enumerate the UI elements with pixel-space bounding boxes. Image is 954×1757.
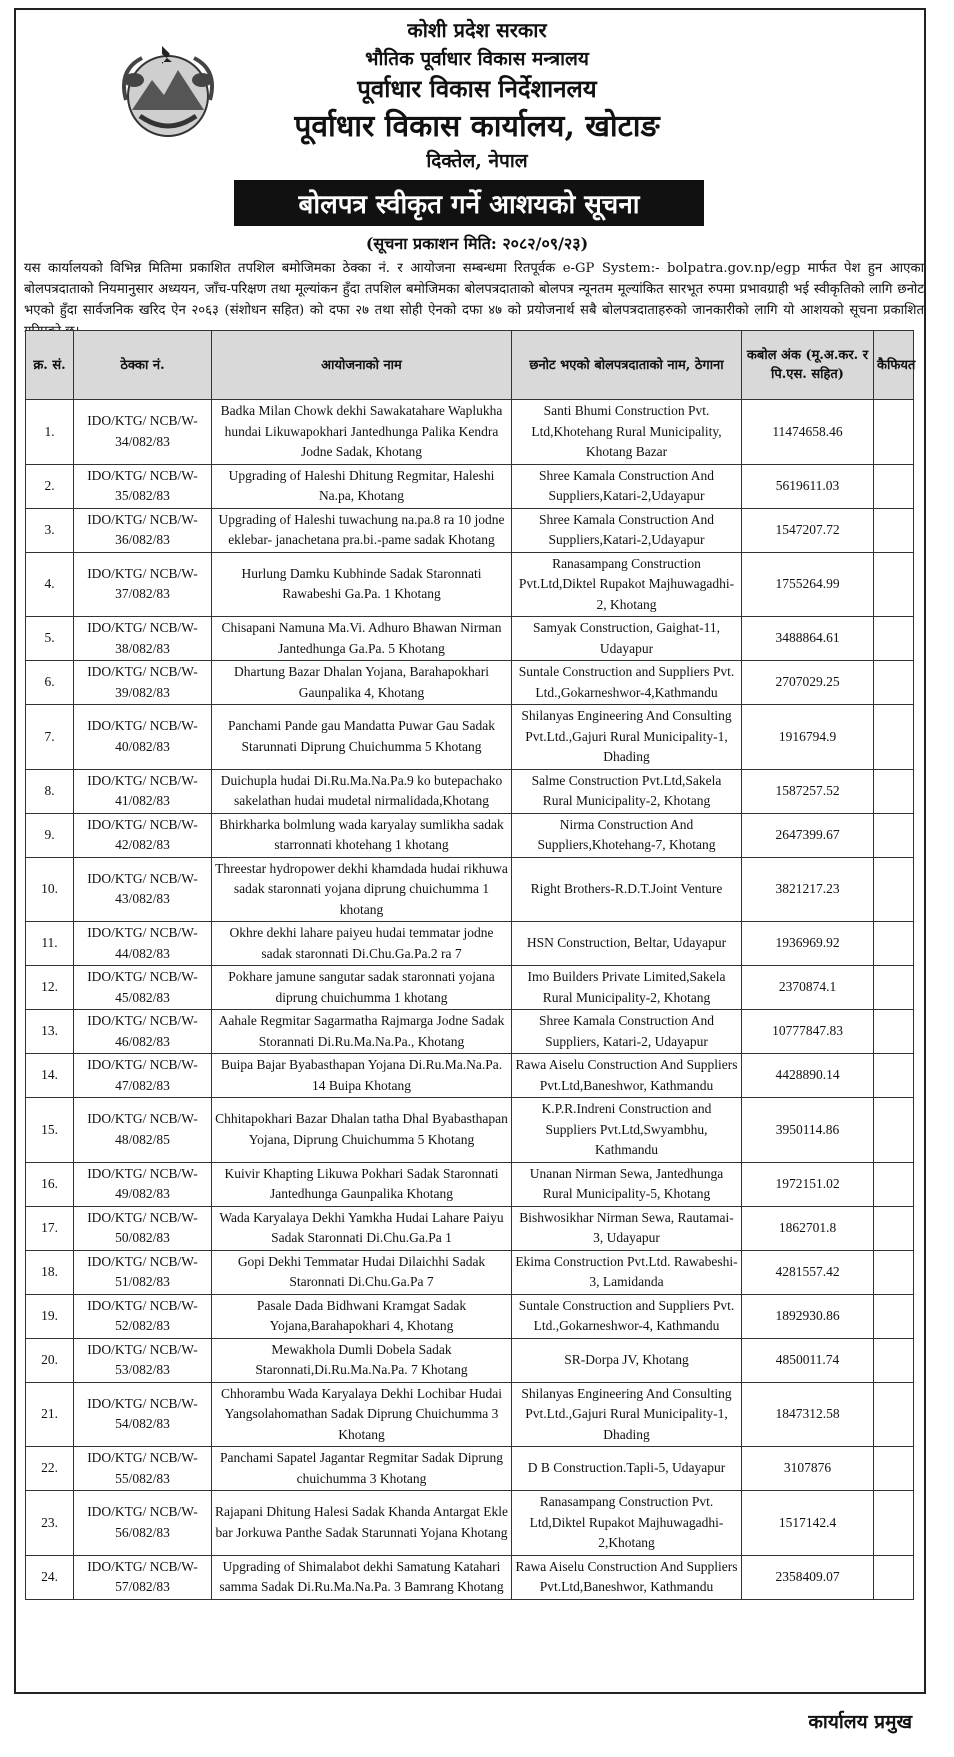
- cell-bidder: Bishwosikhar Nirman Sewa, Rautamai-3, Udayapur: [512, 1206, 742, 1250]
- cell-amount: 1755264.99: [742, 552, 874, 617]
- cell-bidder: Samyak Construction, Gaighat-11, Udayapur: [512, 617, 742, 661]
- cell-remarks: [874, 1447, 914, 1491]
- header-remarks: कैफियत: [874, 331, 914, 400]
- table-row: [26, 1382, 914, 1447]
- cell-sn: 3.: [26, 508, 74, 552]
- table-row: [26, 1250, 914, 1294]
- cell-amount: 4850011.74: [742, 1338, 874, 1382]
- cell-remarks: [874, 1491, 914, 1556]
- cell-amount: 4281557.42: [742, 1250, 874, 1294]
- table-row: [26, 705, 914, 770]
- cell-sn: 18.: [26, 1250, 74, 1294]
- cell-project: Upgrading of Haleshi tuwachung na.pa.8 ra 10 jodne eklebar- janachetana pra.bi.-pame sadak Khotang: [212, 508, 512, 552]
- cell-bidder: D B Construction.Tapli-5, Udayapur: [512, 1447, 742, 1491]
- cell-amount: 1547207.72: [742, 508, 874, 552]
- header-project: आयोजनाको नाम: [212, 331, 512, 400]
- cell-sn: 22.: [26, 1447, 74, 1491]
- cell-contract: IDO/KTG/ NCB/W-50/082/83: [74, 1206, 212, 1250]
- cell-bidder: Unanan Nirman Sewa, Jantedhunga Rural Municipality-5, Khotang: [512, 1162, 742, 1206]
- cell-bidder: SR-Dorpa JV, Khotang: [512, 1338, 742, 1382]
- table-row: [26, 552, 914, 617]
- bid-award-table: [25, 330, 914, 1600]
- cell-contract: IDO/KTG/ NCB/W-53/082/83: [74, 1338, 212, 1382]
- cell-remarks: [874, 966, 914, 1010]
- header-contract: ठेक्का नं.: [74, 331, 212, 400]
- cell-amount: 1936969.92: [742, 922, 874, 966]
- cell-sn: 17.: [26, 1206, 74, 1250]
- cell-sn: 21.: [26, 1382, 74, 1447]
- cell-remarks: [874, 464, 914, 508]
- cell-amount: 2358409.07: [742, 1555, 874, 1599]
- table-row: [26, 1010, 914, 1054]
- cell-amount: 1517142.4: [742, 1491, 874, 1556]
- cell-amount: 2370874.1: [742, 966, 874, 1010]
- cell-project: Rajapani Dhitung Halesi Sadak Khanda Antargat Ekle bar Jorkuwa Panthe Sadak Starunnati Yojana Khotang: [212, 1491, 512, 1556]
- cell-bidder: Ranasampang Construction Pvt. Ltd,Diktel Rupakot Majhuwagadhi-2,Khotang: [512, 1491, 742, 1556]
- signatory-title: कार्यालय प्रमुख: [808, 1711, 912, 1733]
- cell-sn: 16.: [26, 1162, 74, 1206]
- table-row: [26, 1098, 914, 1163]
- cell-project: Chhorambu Wada Karyalaya Dekhi Lochibar Hudai Yangsolahomathan Sadak Diprung Chuichumma 3 Khotang: [212, 1382, 512, 1447]
- cell-sn: 8.: [26, 769, 74, 813]
- cell-contract: IDO/KTG/ NCB/W-56/082/83: [74, 1491, 212, 1556]
- cell-sn: 11.: [26, 922, 74, 966]
- header-office: पूर्वाधार विकास कार्यालय, खोटाङ: [294, 109, 660, 144]
- cell-remarks: [874, 769, 914, 813]
- table-row: [26, 966, 914, 1010]
- cell-sn: 4.: [26, 552, 74, 617]
- cell-project: Chhitapokhari Bazar Dhalan tatha Dhal Byabasthapan Yojana, Diprung Chuichumma 5 Khotang: [212, 1098, 512, 1163]
- cell-project: Mewakhola Dumli Dobela Sadak Staronnati,Di.Ru.Ma.Na.Pa. 7 Khotang: [212, 1338, 512, 1382]
- cell-bidder: Right Brothers-R.D.T.Joint Venture: [512, 857, 742, 922]
- cell-project: Buipa Bajar Byabasthapan Yojana Di.Ru.Ma.Na.Pa. 14 Buipa Khotang: [212, 1054, 512, 1098]
- cell-remarks: [874, 705, 914, 770]
- cell-remarks: [874, 508, 914, 552]
- cell-remarks: [874, 1098, 914, 1163]
- notice-title-banner: बोलपत्र स्वीकृत गर्ने आशयको सूचना: [234, 180, 704, 226]
- table-row: [26, 508, 914, 552]
- cell-contract: IDO/KTG/ NCB/W-44/082/83: [74, 922, 212, 966]
- cell-contract: IDO/KTG/ NCB/W-40/082/83: [74, 705, 212, 770]
- cell-contract: IDO/KTG/ NCB/W-48/082/85: [74, 1098, 212, 1163]
- cell-project: Threestar hydropower dekhi khamdada hudai rikhuwa sadak staronnati yojana diprung chuichumma 1 khotang: [212, 857, 512, 922]
- cell-sn: 20.: [26, 1338, 74, 1382]
- cell-contract: IDO/KTG/ NCB/W-46/082/83: [74, 1010, 212, 1054]
- cell-amount: 1847312.58: [742, 1382, 874, 1447]
- cell-sn: 24.: [26, 1555, 74, 1599]
- table-row: [26, 769, 914, 813]
- cell-amount: 3107876: [742, 1447, 874, 1491]
- cell-remarks: [874, 1162, 914, 1206]
- cell-contract: IDO/KTG/ NCB/W-49/082/83: [74, 1162, 212, 1206]
- cell-project: Chisapani Namuna Ma.Vi. Adhuro Bhawan Nirman Jantedhunga Ga.Pa. 5 Khotang: [212, 617, 512, 661]
- cell-remarks: [874, 1250, 914, 1294]
- cell-remarks: [874, 1054, 914, 1098]
- cell-bidder: Shree Kamala Construction And Suppliers, Katari-2, Udayapur: [512, 1010, 742, 1054]
- cell-amount: 3950114.86: [742, 1098, 874, 1163]
- cell-remarks: [874, 1338, 914, 1382]
- header-sn: क्र. सं.: [26, 331, 74, 400]
- cell-project: Pasale Dada Bidhwani Kramgat Sadak Yojana,Barahapokhari 4, Khotang: [212, 1294, 512, 1338]
- cell-project: Pokhare jamune sangutar sadak staronnati yojana diprung chuichumma 1 khotang: [212, 966, 512, 1010]
- cell-project: Panchami Sapatel Jagantar Regmitar Sadak Diprung chuichumma 3 Khotang: [212, 1447, 512, 1491]
- cell-sn: 9.: [26, 813, 74, 857]
- table-row: [26, 922, 914, 966]
- header-ministry: भौतिक पूर्वाधार विकास मन्त्रालय: [365, 48, 589, 70]
- table-row: [26, 1054, 914, 1098]
- cell-bidder: Ekima Construction Pvt.Ltd. Rawabeshi-3, Lamidanda: [512, 1250, 742, 1294]
- header-directorate: पूर्वाधार विकास निर्देशानलय: [357, 74, 597, 103]
- cell-remarks: [874, 813, 914, 857]
- cell-remarks: [874, 1294, 914, 1338]
- cell-amount: 1862701.8: [742, 1206, 874, 1250]
- cell-contract: IDO/KTG/ NCB/W-43/082/83: [74, 857, 212, 922]
- table-row: [26, 813, 914, 857]
- cell-amount: 10777847.83: [742, 1010, 874, 1054]
- cell-bidder: Shree Kamala Construction And Suppliers,Katari-2,Udayapur: [512, 464, 742, 508]
- table-row: [26, 1491, 914, 1556]
- cell-sn: 6.: [26, 661, 74, 705]
- cell-amount: 1587257.52: [742, 769, 874, 813]
- table-row: [26, 1447, 914, 1491]
- cell-bidder: Nirma Construction And Suppliers,Khotehang-7, Khotang: [512, 813, 742, 857]
- cell-sn: 7.: [26, 705, 74, 770]
- cell-sn: 10.: [26, 857, 74, 922]
- cell-remarks: [874, 400, 914, 465]
- table-header-row: [26, 331, 914, 400]
- cell-contract: IDO/KTG/ NCB/W-51/082/83: [74, 1250, 212, 1294]
- cell-bidder: Rawa Aiselu Construction And Suppliers Pvt.Ltd,Baneshwor, Kathmandu: [512, 1054, 742, 1098]
- publication-date: (सूचना प्रकाशन मिति: २०८२/०९/२३): [365, 234, 589, 253]
- intro-paragraph: यस कार्यालयको विभिन्न मितिमा प्रकाशित तपशिल बमोजिमका ठेक्का नं. र आयोजना सम्बन्धमा रितपूर्वक e-GP System:- bolpatra.gov.np/egp मार्फत पेश हुन आएका बोलपत्रदाताको नियमानुसार अध्ययन, जाँच-परिक्षण तथा मूल्यांकन हुँदा तपशिल बमोजिमका बोलपत्रदाताको बोलपत्र न्यूनतम मूल्यांकित सारभूत रुपमा प्रभावग्राही भई स्वीकृतिको लागि छनोट भएको हुँदा सार्वजनिक खरिद ऐन २०६३ (संशोधन सहित) को दफा २७ तथा सोही ऐनको दफा ४७ को प्रयोजनार्थ सबै बोलपत्रदाताहरुको जानकारीको लागि यो आशयको सूचना प्रकाशित: [24, 261, 924, 318]
- table-row: [26, 1338, 914, 1382]
- cell-bidder: Rawa Aiselu Construction And Suppliers Pvt.Ltd,Baneshwor, Kathmandu: [512, 1555, 742, 1599]
- cell-contract: IDO/KTG/ NCB/W-57/082/83: [74, 1555, 212, 1599]
- cell-sn: 14.: [26, 1054, 74, 1098]
- table-row: [26, 617, 914, 661]
- cell-bidder: Shilanyas Engineering And Consulting Pvt.Ltd.,Gajuri Rural Municipality-1, Dhading: [512, 705, 742, 770]
- cell-sn: 23.: [26, 1491, 74, 1556]
- cell-remarks: [874, 661, 914, 705]
- cell-bidder: Shilanyas Engineering And Consulting Pvt.Ltd.,Gajuri Rural Municipality-1, Dhading: [512, 1382, 742, 1447]
- cell-sn: 15.: [26, 1098, 74, 1163]
- header-bidder: छनोट भएको बोलपत्रदाताको नाम, ठेगाना: [512, 331, 742, 400]
- cell-bidder: Salme Construction Pvt.Ltd,Sakela Rural Municipality-2, Khotang: [512, 769, 742, 813]
- cell-contract: IDO/KTG/ NCB/W-39/082/83: [74, 661, 212, 705]
- cell-bidder: HSN Construction, Beltar, Udayapur: [512, 922, 742, 966]
- cell-contract: IDO/KTG/ NCB/W-45/082/83: [74, 966, 212, 1010]
- cell-contract: IDO/KTG/ NCB/W-47/082/83: [74, 1054, 212, 1098]
- header-amount: कबोल अंक (मू.अ.कर. र पि.एस. सहित): [742, 331, 874, 400]
- cell-project: Dhartung Bazar Dhalan Yojana, Barahapokhari Gaunpalika 4, Khotang: [212, 661, 512, 705]
- table-row: [26, 1555, 914, 1599]
- table-row: [26, 1162, 914, 1206]
- cell-project: Badka Milan Chowk dekhi Sawakatahare Waplukha hundai Likuwapokhari Jantedhunga Palika Kendra Jodne Sadak, Khotang: [212, 400, 512, 465]
- cell-project: Panchami Pande gau Mandatta Puwar Gau Sadak Starunnati Diprung Chuichumma 5 Khotang: [212, 705, 512, 770]
- header-province: कोशी प्रदेश सरकार: [407, 18, 547, 42]
- cell-project: Duichupla hudai Di.Ru.Ma.Na.Pa.9 ko butepachako sakelathan hudai mudetal nirmalidada,Khotang: [212, 769, 512, 813]
- cell-contract: IDO/KTG/ NCB/W-55/082/83: [74, 1447, 212, 1491]
- cell-bidder: Imo Builders Private Limited,Sakela Rural Municipality-2, Khotang: [512, 966, 742, 1010]
- table-row: [26, 464, 914, 508]
- cell-sn: 1.: [26, 400, 74, 465]
- cell-sn: 19.: [26, 1294, 74, 1338]
- cell-bidder: Suntale Construction and Suppliers Pvt. Ltd.,Gokarneshwor-4,Kathmandu: [512, 661, 742, 705]
- table-row: [26, 661, 914, 705]
- cell-amount: 2707029.25: [742, 661, 874, 705]
- cell-project: Okhre dekhi lahare paiyeu hudai temmatar jodne sadak staronnati Di.Chu.Ga.Pa.2 ra 7: [212, 922, 512, 966]
- cell-remarks: [874, 617, 914, 661]
- cell-contract: IDO/KTG/ NCB/W-52/082/83: [74, 1294, 212, 1338]
- cell-contract: IDO/KTG/ NCB/W-35/082/83: [74, 464, 212, 508]
- cell-amount: 1972151.02: [742, 1162, 874, 1206]
- cell-project: Kuivir Khapting Likuwa Pokhari Sadak Staronnati Jantedhunga Gaunpalika Khotang: [212, 1162, 512, 1206]
- cell-project: Hurlung Damku Kubhinde Sadak Staronnati Rawabeshi Ga.Pa. 1 Khotang: [212, 552, 512, 617]
- cell-contract: IDO/KTG/ NCB/W-54/082/83: [74, 1382, 212, 1447]
- cell-contract: IDO/KTG/ NCB/W-34/082/83: [74, 400, 212, 465]
- table-row: [26, 857, 914, 922]
- cell-sn: 12.: [26, 966, 74, 1010]
- table-row: [26, 400, 914, 465]
- cell-amount: 3821217.23: [742, 857, 874, 922]
- cell-amount: 3488864.61: [742, 617, 874, 661]
- cell-sn: 5.: [26, 617, 74, 661]
- cell-contract: IDO/KTG/ NCB/W-37/082/83: [74, 552, 212, 617]
- cell-amount: 4428890.14: [742, 1054, 874, 1098]
- cell-project: Aahale Regmitar Sagarmatha Rajmarga Jodne Sadak Storannati Di.Ru.Ma.Na.Pa., Khotang: [212, 1010, 512, 1054]
- cell-bidder: Santi Bhumi Construction Pvt. Ltd,Khotehang Rural Municipality, Khotang Bazar: [512, 400, 742, 465]
- cell-amount: 1916794.9: [742, 705, 874, 770]
- cell-amount: 1892930.86: [742, 1294, 874, 1338]
- cell-contract: IDO/KTG/ NCB/W-41/082/83: [74, 769, 212, 813]
- cell-project: Bhirkharka bolmlung wada karyalay sumlikha sadak starronnati khotehang 1 khotang: [212, 813, 512, 857]
- cell-bidder: Shree Kamala Construction And Suppliers,Katari-2,Udayapur: [512, 508, 742, 552]
- cell-remarks: [874, 1010, 914, 1054]
- cell-contract: IDO/KTG/ NCB/W-36/082/83: [74, 508, 212, 552]
- cell-remarks: [874, 857, 914, 922]
- cell-bidder: K.P.R.Indreni Construction and Suppliers Pvt.Ltd,Swyambhu, Kathmandu: [512, 1098, 742, 1163]
- cell-remarks: [874, 1382, 914, 1447]
- cell-project: Upgrading of Haleshi Dhitung Regmitar, Haleshi Na.pa, Khotang: [212, 464, 512, 508]
- cell-bidder: Ranasampang Construction Pvt.Ltd,Diktel Rupakot Majhuwagadhi-2, Khotang: [512, 552, 742, 617]
- cell-bidder: Suntale Construction and Suppliers Pvt. Ltd.,Gokarneshwor-4, Kathmandu: [512, 1294, 742, 1338]
- header-location: दिक्तेल, नेपाल: [426, 150, 528, 172]
- cell-amount: 11474658.46: [742, 400, 874, 465]
- table-row: [26, 1206, 914, 1250]
- cell-contract: IDO/KTG/ NCB/W-38/082/83: [74, 617, 212, 661]
- cell-sn: 2.: [26, 464, 74, 508]
- cell-remarks: [874, 1206, 914, 1250]
- cell-remarks: [874, 552, 914, 617]
- cell-project: Upgrading of Shimalabot dekhi Samatung Katahari samma Sadak Di.Ru.Ma.Na.Pa. 3 Bamrang Khotang: [212, 1555, 512, 1599]
- cell-remarks: [874, 1555, 914, 1599]
- cell-contract: IDO/KTG/ NCB/W-42/082/83: [74, 813, 212, 857]
- cell-remarks: [874, 922, 914, 966]
- cell-project: Wada Karyalaya Dekhi Yamkha Hudai Lahare Paiyu Sadak Staronnati Di.Chu.Ga.Pa 1: [212, 1206, 512, 1250]
- cell-amount: 2647399.67: [742, 813, 874, 857]
- cell-project: Gopi Dekhi Temmatar Hudai Dilaichhi Sadak Staronnati Di.Chu.Ga.Pa 7: [212, 1250, 512, 1294]
- table-row: [26, 1294, 914, 1338]
- cell-amount: 5619611.03: [742, 464, 874, 508]
- cell-sn: 13.: [26, 1010, 74, 1054]
